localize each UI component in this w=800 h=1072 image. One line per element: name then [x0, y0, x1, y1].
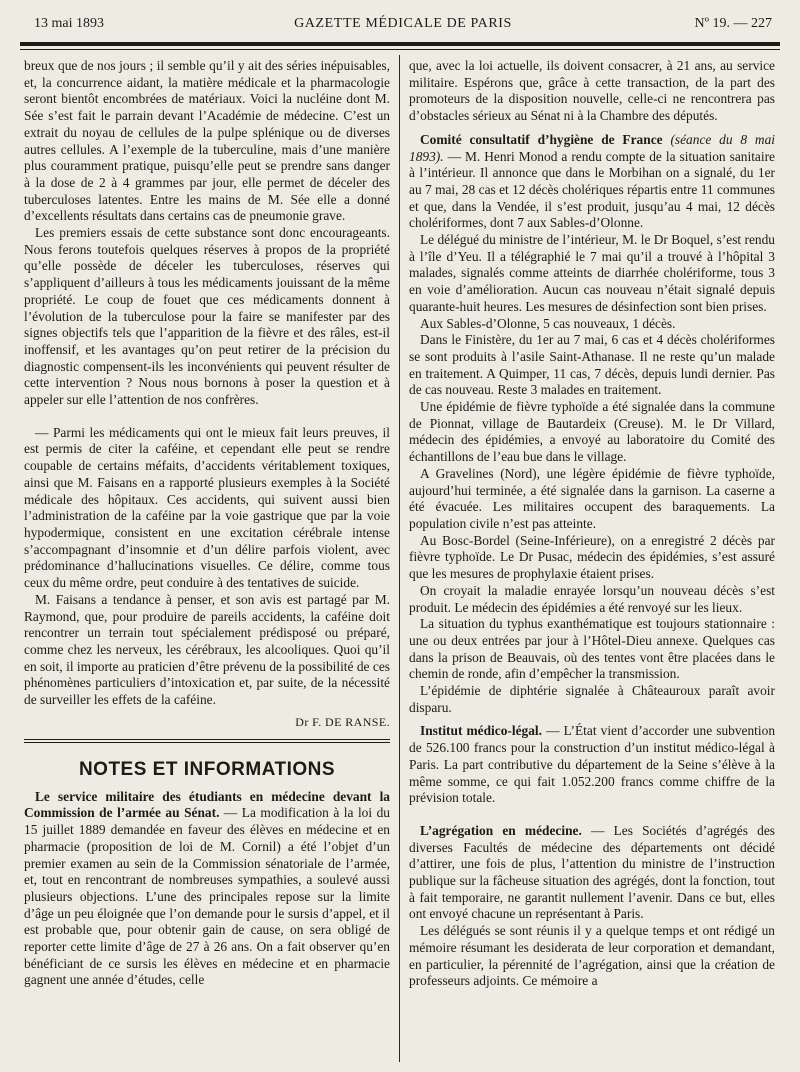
paragraph-bosc-bordel: Au Bosc-Bordel (Seine-Inférieure), on a enregistré 2 décès par fièvre typhoïde. Le Dr Pusac, médecin des épidémies, s’est assuré que les mesures de prophylaxie étaient prises.	[409, 532, 775, 582]
paragraph-faisans: M. Faisans a tendance à penser, et son avis est partagé par M. Raymond, que, pour produire de pareils accidents, la caféine doit rencontrer un terrain tout spécialement prédisposé ou préparé, comme chez les nerveux, les cérébraux, les alcooliques. Quoi qu’il en soit, il importe au praticien d’être prévenu de la possibilité de ces phénomènes particuliers d’intoxication et, par suite, de la nécessité de surveiller les effets de la caféine.	[24, 591, 390, 708]
paragraph-continuation: que, avec la loi actuelle, ils doivent consacrer, à 21 ans, au service militaire. Espérons que, grâce à cette transaction, de la part des promoteurs de la disposition nouvelle, celle-ci ne rencontrera pas d’obstacles sérieux au Sénat ni à la Chambre des députés.	[409, 58, 775, 124]
header-rule-thick	[20, 42, 780, 46]
paragraph-diphterie: L’épidémie de diphtérie signalée à Châteauroux paraît avoir disparu.	[409, 683, 775, 715]
rubric-body: — L’État vient d’accorder une subvention de 526.100 francs pour la construction d’un institut médico-légal à Paris. La part contributive du département de la Seine s’élève à la même somme, ce qui fait 1.052.200 francs comme chiffre de la prévision totale.	[409, 723, 776, 806]
author-signature: Dr F. DE RANSE.	[295, 714, 390, 729]
section-title: NOTES ET INFORMATIONS	[78, 758, 336, 780]
paragraph-typhus: La situation du typhus exanthématique est toujours stationnaire : une ou deux entrées par jour à l’Hôtel-Dieu annexe. Quelques cas dans la prison de Beauvais, où des tentes vont être placées dans le chemin de ronde, afin d’empêcher la transmission.	[409, 616, 775, 682]
rubric-heading: Comité consultatif d’hygiène de France	[420, 131, 663, 147]
paragraph-delegues: Les délégués se sont réunis il y a quelque temps et ont rédigé un mémoire résumant les desiderata de leur corporation et demandant, en particulier, la pérennité de l’agrégation, ainsi que la création de professeurs adjoints. Ce mémoire a	[409, 923, 775, 989]
paragraph-gravelines: A Gravelines (Nord), une légère épidémie de fièvre typhoïde, aujourd’hui terminée, a été signalée dans la garnison. La caserne a été évacuée. Les militaires occupent des baraquements. La population civile n’est pas atteinte.	[409, 465, 775, 531]
paragraph-pionnat: Une épidémie de fièvre typhoïde a été signalée dans la commune de Pionnat, village de Bautardeix (Creuse). M. le Dr Villard, médecin des épidémies, a envoyé au laboratoire du Comité des échantillons de l’eau bue dans le village.	[409, 399, 775, 465]
paragraph-service-militaire	[24, 789, 390, 989]
paragraph-agregation	[409, 823, 775, 923]
paragraph-nucleine: breux que de nos jours ; il semble qu’il y ait des séries inépuisables, et, la concurrence aidant, la matière médicale et la pharmacologie seront bientôt encombrées de matériaux. Voici la nucléine dont M. Sée s’est fait le parrain devant l’Académie de médecine. C’est un extrait du noyau de cellules de la pulpe splénique ou de diverses autres cellules. A l’exemple de la tuberculine, mais d’une manière plus couramment pratique, puisqu’elle peut se prendre sans danger à la dose de 2 à 4 grammes par jour, elle permet de déceler des tuberculoses latentes. Entre les mains de M. Sée elle a donné d’excellents résultats dans certains cas de pneumonie grave.	[24, 58, 390, 224]
right-column	[409, 58, 775, 990]
rubric-body: — La modification à la loi du 15 juillet 1889 demandée en faveur des élèves en médecine et en pharmacie (proposition de loi de M. Cornil) a été l’objet d’un premier examen au sein de la Commission sénatoriale de l’armée, et, tout en rencontrant de nombreuses sympathies, a soulevé aussi plusieurs objections. L’une des principales repose sur la limite d’âge un peu éloignée que l’on demande pour le sursis d’appel, et il est probable que, pour obtenir gain de cause, on sera obligé de reporter cette limite d’âge de 27 à 26 ans. On a fait observer qu’en bénéficiant de ce sursis les élèves en médecine et en pharmacie gagnent une année d’études, celle	[24, 805, 390, 988]
issue-date: 13 mai 1893	[34, 16, 104, 31]
paragraph-institut	[409, 723, 775, 807]
paragraph-nouveau-deces: On croyait la maladie enrayée lorsqu’un nouveau décès s’est produit. Le médecin des épidémies a été renvoyé sur les lieux.	[409, 582, 775, 615]
rubric-heading: Institut médico-légal.	[420, 723, 542, 739]
paragraph-comite-heading	[409, 132, 775, 232]
issue-page-number: Nº 19. — 227	[694, 16, 772, 31]
running-header	[34, 14, 772, 34]
rubric-body: — Les Sociétés d’agrégés des diverses Facultés de médecine des départements ont décidé d’attirer, une fois de plus, l’attention du ministre de l’instruction publique sur la fâcheuse situation des agrégés, dont la fonction, tout à fait temporaire, ne garantit nullement l’avenir. Dans ce but, elles ont envoyé chacune un représentant à Paris.	[409, 822, 775, 922]
journal-title: GAZETTE MÉDICALE DE PARIS	[294, 16, 512, 31]
paragraph-finistere: Dans le Finistère, du 1er au 7 mai, 6 cas et 4 décès cholériformes se sont produits à l’asile Saint-Athanase. Il ne reste qu’un malade en traitement. A Quimper, 11 cas, 7 décès, depuis lundi dernier. Pas de cas nouveau. Reste 3 malades en traitement.	[409, 332, 775, 398]
header-rule-thin	[20, 49, 780, 50]
paragraph-cafeine: — Parmi les médicaments qui ont le mieux fait leurs preuves, il est permis de citer la caféine, et cependant elle peut se rendre coupable de certains méfaits, d’accidents véritablement toxiques, ainsi que M. Faisans en a rapporté plusieurs exemples à la Société médicale des hôpitaux. Ces accidents, qui suivent aussi bien l’administration de la caféine par la voie gastrique que par la voie hypodermique, consistent en une excitation cérébrale intense s’accompagnant d’insomnie et d’un délire parfois violent, avec prédominance d’hallucinations visuelles. Ce délire, comme tous ceux du même ordre, peut conduire à des tentatives de suicide.	[24, 424, 390, 591]
separator-rule-2	[24, 742, 390, 743]
session-date-note: (séance du 8 mai 1893).	[409, 131, 776, 164]
rubric-body: — M. Henri Monod a rendu compte de la situation sanitaire à l’intérieur. Il annonce que dans le Morbihan on a signalé, du 1er au 7 mai, 28 cas et 12 décès cholériques répartis entre 11 communes et que, dans la Vendée, il s’est produit, jusqu’au 4 mai, 12 décès cholériformes, dont 7 aux Sables-d’Olonne.	[409, 148, 775, 231]
paragraph-sables: Aux Sables-d’Olonne, 5 cas nouveaux, 1 décès.	[420, 315, 676, 331]
left-column	[24, 58, 390, 989]
column-separator	[399, 55, 400, 1062]
separator-rule	[24, 739, 390, 740]
rubric-heading: L’agrégation en médecine.	[420, 822, 582, 838]
paragraph-boquel: Le délégué du ministre de l’intérieur, M. le Dr Boquel, s’est rendu à l’île d’Yeu. Il a télégraphié le 7 mai qu’il a trouvé à l’hôpital 3 malades, signalés comme atteints de diarrhée cholériforme, tous 3 en voie d’amélioration. Aucun cas nouveau n’était signalé depuis quarante-huit heures. Les mesures de désinfection sont bien prises.	[409, 232, 775, 314]
paragraph-reserves: Les premiers essais de cette substance sont donc encourageants. Nous ferons toutefois quelques réserves à propos de la propriété qu’elle possède de déceler les tuberculoses, réserves qui s’appliquent d’ailleurs à tous les médicaments jouissant de la même propriété. Le coup de fouet que ces médicaments donnent à l’évolution de la tuberculose pour la faire se manifester par des signes objectifs tels que l’apparition de la fièvre et des râles, est-il inoffensif, et les avantages qu’on peut retirer de la précision du diagnostic compensent-ils les inconvénients qui peuvent résulter de cette intervention ? Nous nous bornons à poser la question et à appeler sur elle l’attention de nos confrères.	[24, 225, 390, 408]
rubric-heading: Le service militaire des étudiants en médecine devant la Commission de l’armée au Sénat.	[24, 788, 390, 821]
